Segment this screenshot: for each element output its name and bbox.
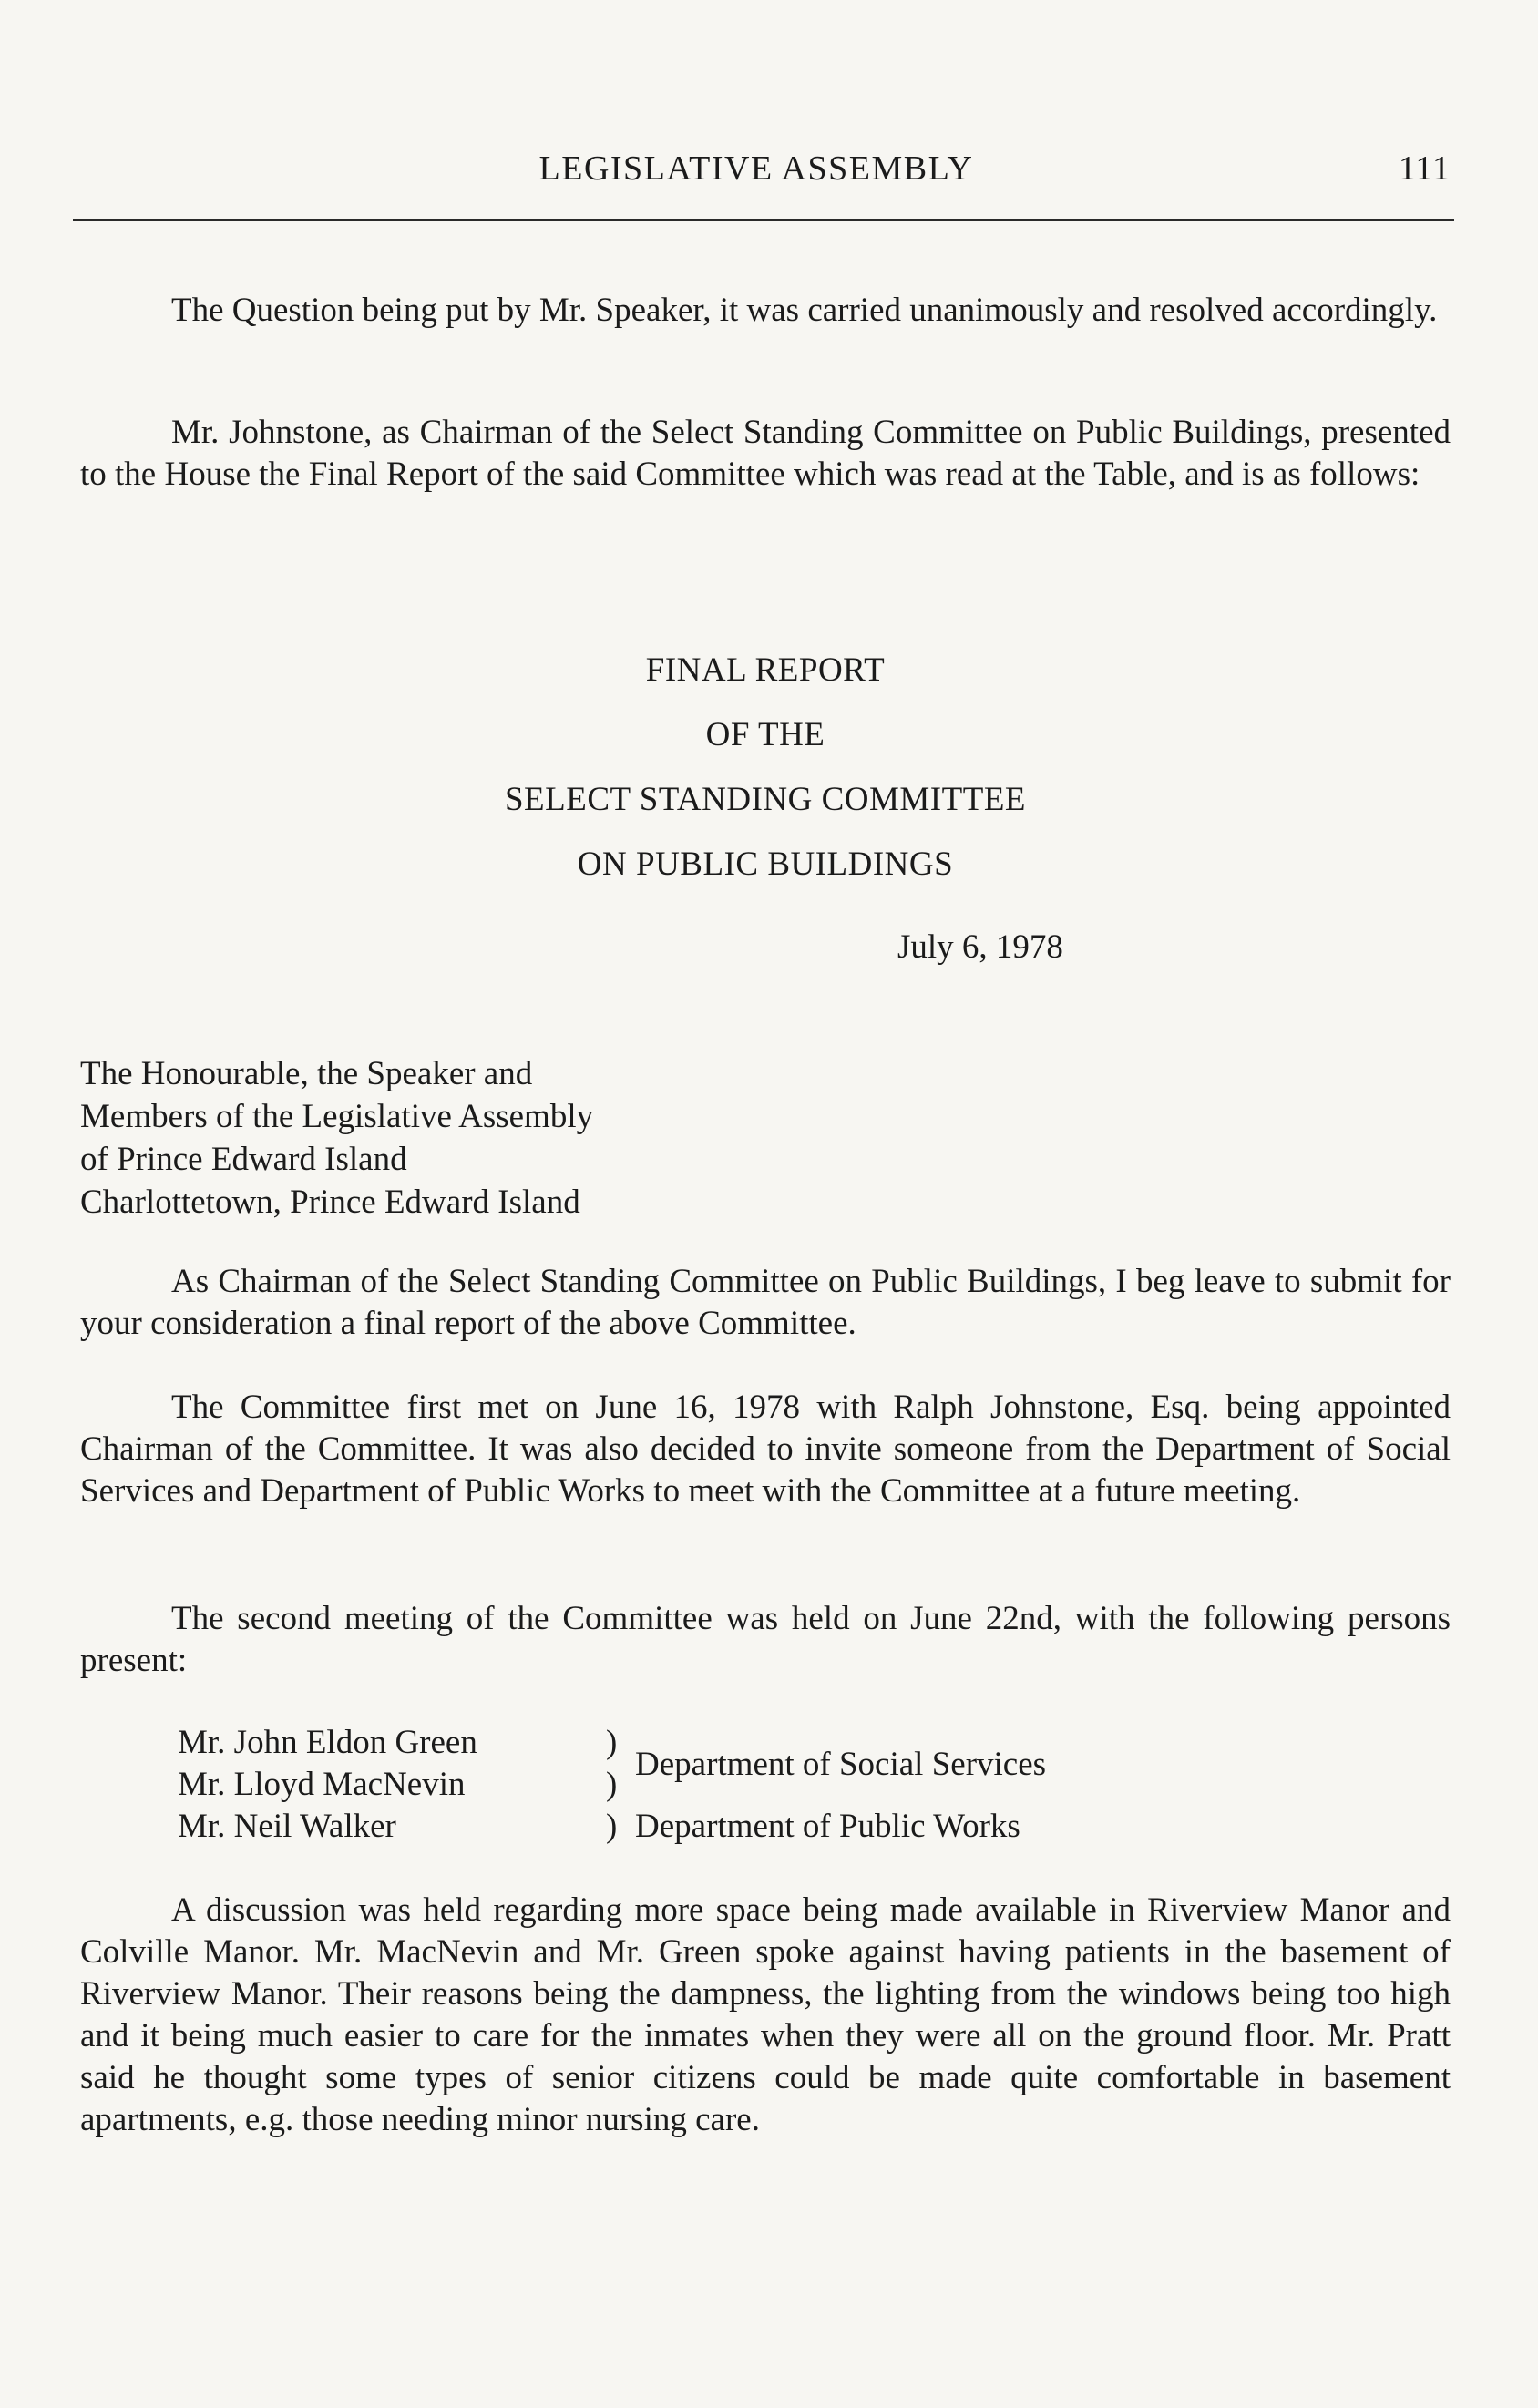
bracket-paren: ): [606, 1766, 618, 1803]
page-number: 111: [1398, 149, 1451, 188]
address-line: Charlottetown, Prince Edward Island: [80, 1184, 580, 1221]
report-date: July 6, 1978: [897, 928, 1063, 966]
person-name: Mr. Lloyd MacNevin: [178, 1766, 466, 1803]
report-title-line-3: SELECT STANDING COMMITTEE: [504, 781, 1027, 818]
report-title-line-1: FINAL REPORT: [645, 651, 886, 689]
address-line: The Honourable, the Speaker and: [80, 1055, 533, 1092]
paragraph-first-meeting: The Committee first met on June 16, 1978 with Ralph Johnstone, Esq. being appointed Chairman of the Committee. It was also decided to invite someone from the Department of Social Services and Department of Public Works to meet with the Committee at a future meeting.: [80, 1388, 1451, 1510]
report-title-line-2: OF THE: [705, 716, 825, 753]
header-divider: [73, 219, 1454, 221]
report-title-line-4: ON PUBLIC BUILDINGS: [577, 845, 954, 883]
bracket-paren: ): [606, 1808, 618, 1845]
department-public-works: Department of Public Works: [635, 1808, 1020, 1845]
paragraph-question-carried: The Question being put by Mr. Speaker, it was carried unanimously and resolved accordingly.: [171, 292, 1438, 329]
bracket-paren: ): [606, 1724, 618, 1761]
department-social-services: Department of Social Services: [635, 1746, 1047, 1783]
paragraph-second-meeting: The second meeting of the Committee was held on June 22nd, with the following persons present:: [80, 1600, 1451, 1679]
address-block: [80, 1052, 593, 1224]
address-line: Members of the Legislative Assembly: [80, 1098, 594, 1135]
person-name: Mr. John Eldon Green: [178, 1724, 477, 1761]
paragraph-chairman-submission: As Chairman of the Select Standing Committee on Public Buildings, I beg leave to submit for your consideration a final report of the above Committee.: [80, 1263, 1451, 1342]
paragraph-discussion: A discussion was held regarding more space being made available in Riverview Manor and Colville Manor. Mr. MacNevin and Mr. Green spoke against having patients in the basement of Riverview Manor. Their reasons being the dampness, the lighting from the windows being too high and it being much easier to care for the inmates when they were all on the ground floor. Mr. Pratt said he thought some types of senior citizens could be made quite comfortable in basement apartments, e.g. those needing minor nursing care.: [80, 1891, 1451, 2138]
paragraph-report-presented: Mr. Johnstone, as Chairman of the Select Standing Committee on Public Buildings, presented to the House the Final Report of the said Committee which was read at the Table, and is as follows:: [80, 414, 1451, 493]
person-name: Mr. Neil Walker: [178, 1808, 396, 1845]
running-header-title: LEGISLATIVE ASSEMBLY: [538, 149, 974, 188]
address-line: of Prince Edward Island: [80, 1141, 407, 1178]
